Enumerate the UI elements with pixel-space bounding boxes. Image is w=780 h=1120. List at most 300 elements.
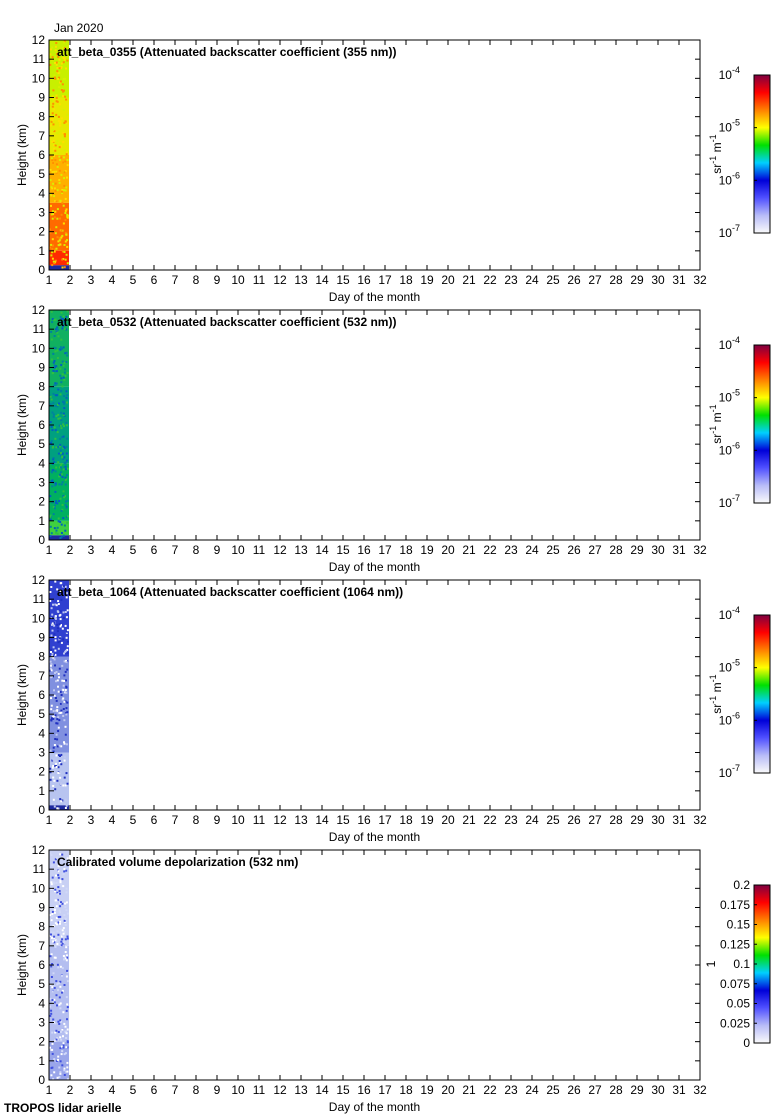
data-speckle xyxy=(66,474,68,476)
data-speckle xyxy=(54,889,56,891)
data-speckle xyxy=(60,941,62,943)
data-speckle xyxy=(63,719,65,721)
data-speckle xyxy=(66,901,68,903)
x-tick-label: 2 xyxy=(66,1083,74,1097)
data-speckle xyxy=(58,916,60,918)
x-tick-label: 2 xyxy=(66,273,74,287)
x-tick-label: 31 xyxy=(672,1083,686,1097)
y-tick-label: 4 xyxy=(38,456,45,471)
data-speckle xyxy=(54,507,56,509)
y-tick-label: 7 xyxy=(38,938,45,953)
data-speckle xyxy=(55,384,57,386)
data-speckle xyxy=(67,652,69,654)
footer-label: TROPOS lidar arielle xyxy=(4,1101,122,1115)
y-tick-label: 2 xyxy=(38,224,45,239)
data-speckle xyxy=(62,141,64,143)
colorbar-tick-label: 0 xyxy=(743,1036,750,1050)
data-speckle xyxy=(56,143,58,145)
data-speckle xyxy=(54,159,56,161)
data-speckle xyxy=(66,424,68,426)
data-speckle xyxy=(64,135,66,137)
data-speckle xyxy=(66,707,68,709)
data-speckle xyxy=(53,123,55,125)
x-tick-label: 6 xyxy=(150,813,158,827)
data-speckle xyxy=(55,467,57,469)
data-speckle xyxy=(60,800,62,802)
data-speckle xyxy=(53,883,55,885)
data-speckle xyxy=(63,395,65,397)
panel-title: att_beta_0355 (Attenuated backscatter coefficient (355 nm)) xyxy=(57,45,397,59)
data-speckle xyxy=(57,874,59,876)
data-speckle xyxy=(51,1032,53,1034)
data-speckle xyxy=(62,689,64,691)
data-speckle xyxy=(65,924,67,926)
data-speckle xyxy=(58,153,60,155)
data-speckle xyxy=(60,346,62,348)
data-speckle xyxy=(67,515,69,517)
data-speckle xyxy=(67,159,69,161)
data-speckle xyxy=(64,756,66,758)
data-speckle xyxy=(61,878,63,880)
data-speckle xyxy=(59,521,61,523)
x-tick-label: 31 xyxy=(672,813,686,827)
data-speckle xyxy=(63,377,65,379)
data-speckle xyxy=(64,525,66,527)
data-speckle xyxy=(66,888,68,890)
data-speckle xyxy=(62,638,64,640)
data-speckle xyxy=(67,938,69,940)
data-speckle xyxy=(50,934,52,936)
y-tick-label: 6 xyxy=(38,148,45,162)
x-tick-label: 3 xyxy=(87,1083,95,1097)
colorbar-tick-label: $10^{-5}$ xyxy=(718,387,740,405)
data-speckle xyxy=(61,1064,63,1066)
data-speckle xyxy=(54,367,56,369)
data-speckle xyxy=(57,716,59,718)
data-speckle xyxy=(60,393,62,395)
data-speckle xyxy=(50,931,52,933)
x-tick-label: 23 xyxy=(504,543,518,557)
x-tick-label: 8 xyxy=(192,813,200,827)
data-speckle xyxy=(63,870,65,872)
data-speckle xyxy=(66,959,68,961)
data-speckle xyxy=(66,390,68,392)
data-speckle xyxy=(55,171,57,173)
unit-part: -1 xyxy=(708,404,718,413)
data-speckle xyxy=(66,954,68,956)
data-speckle xyxy=(52,402,54,404)
data-speckle xyxy=(62,469,64,471)
data-speckle xyxy=(55,532,57,534)
data-speckle xyxy=(52,1019,54,1021)
x-tick-label: 23 xyxy=(504,1083,518,1097)
data-speckle xyxy=(66,772,68,774)
x-tick-label: 19 xyxy=(420,813,434,827)
data-speckle xyxy=(51,213,53,215)
data-speckle xyxy=(57,189,59,191)
data-speckle xyxy=(64,149,66,151)
data-speckle xyxy=(56,95,58,97)
data-speckle xyxy=(53,710,55,712)
data-speckle xyxy=(58,120,60,122)
data-speckle xyxy=(59,200,61,202)
data-speckle xyxy=(58,518,60,520)
data-speckle xyxy=(59,438,61,440)
data-speckle xyxy=(60,901,62,903)
data-speckle xyxy=(52,653,54,655)
data-speckle xyxy=(63,680,65,682)
colorbar-tick-label: $10^{-4}$ xyxy=(718,65,740,82)
data-speckle xyxy=(55,980,57,982)
data-speckle xyxy=(63,955,65,957)
data-speckle xyxy=(52,245,54,247)
data-speckle xyxy=(53,262,55,264)
data-speckle xyxy=(60,450,62,452)
data-speckle xyxy=(54,806,56,808)
x-tick-label: 9 xyxy=(213,1083,221,1097)
data-speckle xyxy=(65,689,67,691)
data-speckle xyxy=(62,967,64,969)
data-speckle xyxy=(67,310,69,312)
data-speckle xyxy=(66,970,68,972)
data-speckle xyxy=(65,1046,67,1048)
data-speckle xyxy=(58,691,60,693)
data-speckle xyxy=(54,658,56,660)
data-speckle xyxy=(65,375,67,377)
x-tick-label: 32 xyxy=(693,813,707,827)
date-label: Jan 2020 xyxy=(54,21,104,35)
x-tick-label: 26 xyxy=(567,1083,581,1097)
data-speckle xyxy=(50,649,52,651)
data-speckle xyxy=(62,885,64,887)
x-tick-label: 6 xyxy=(150,1083,158,1097)
data-speckle xyxy=(65,671,67,673)
data-speckle xyxy=(50,586,52,588)
data-band xyxy=(49,535,69,540)
data-speckle xyxy=(57,1021,59,1023)
colorbar-unit-label xyxy=(708,404,724,443)
data-speckle xyxy=(59,890,61,892)
data-speckle xyxy=(66,239,68,241)
x-tick-label: 4 xyxy=(108,1083,116,1097)
x-tick-label: 5 xyxy=(129,543,137,557)
data-speckle xyxy=(57,630,59,632)
data-speckle xyxy=(53,513,55,515)
data-speckle xyxy=(59,182,61,184)
data-speckle xyxy=(57,610,59,612)
colorbar-tick-label: $10^{-7}$ xyxy=(718,763,740,780)
data-speckle xyxy=(56,917,58,919)
data-speckle xyxy=(59,893,61,895)
data-speckle xyxy=(63,1023,65,1025)
data-speckle xyxy=(50,663,52,665)
data-speckle xyxy=(53,625,55,627)
x-tick-label: 15 xyxy=(336,273,350,287)
data-speckle xyxy=(53,195,55,197)
data-speckle xyxy=(51,251,53,253)
data-speckle xyxy=(60,229,62,231)
data-speckle xyxy=(55,500,57,502)
data-speckle xyxy=(54,360,56,362)
data-speckle xyxy=(63,936,65,938)
x-tick-label: 5 xyxy=(129,273,137,287)
plot-area xyxy=(49,580,700,810)
data-speckle xyxy=(58,1004,60,1006)
data-speckle xyxy=(55,482,57,484)
data-speckle xyxy=(66,669,68,671)
x-tick-label: 17 xyxy=(378,813,392,827)
data-speckle xyxy=(66,153,68,155)
y-tick-label: 2 xyxy=(38,764,45,779)
data-speckle xyxy=(52,604,54,606)
data-speckle xyxy=(64,803,66,805)
x-tick-label: 25 xyxy=(546,813,560,827)
data-speckle xyxy=(61,456,63,458)
data-speckle xyxy=(51,1067,53,1069)
data-speckle xyxy=(56,899,58,901)
data-speckle xyxy=(52,152,54,154)
x-tick-label: 11 xyxy=(252,813,266,827)
data-speckle xyxy=(52,89,54,91)
data-speckle xyxy=(57,78,59,80)
data-speckle xyxy=(57,870,59,872)
data-speckle xyxy=(57,67,59,69)
data-speckle xyxy=(60,174,62,176)
data-speckle xyxy=(61,63,63,65)
data-speckle xyxy=(60,1060,62,1062)
data-speckle xyxy=(56,97,58,99)
data-speckle xyxy=(50,1074,52,1076)
data-speckle xyxy=(53,646,55,648)
data-speckle xyxy=(65,1031,67,1033)
x-tick-label: 19 xyxy=(420,1083,434,1097)
colorbar xyxy=(754,615,770,773)
data-speckle xyxy=(54,617,56,619)
x-tick-label: 1 xyxy=(45,273,53,287)
data-speckle xyxy=(59,1007,61,1009)
data-speckle xyxy=(50,195,52,197)
data-speckle xyxy=(64,59,66,61)
data-speckle xyxy=(63,42,65,44)
data-speckle xyxy=(58,116,60,118)
data-speckle xyxy=(52,103,54,105)
x-tick-label: 13 xyxy=(294,813,308,827)
data-speckle xyxy=(61,992,63,994)
data-speckle xyxy=(66,1003,68,1005)
data-speckle xyxy=(63,708,65,710)
data-speckle xyxy=(61,510,63,512)
data-speckle xyxy=(66,661,68,663)
data-speckle xyxy=(55,429,57,431)
data-speckle xyxy=(58,1076,60,1078)
colorbar-unit-label xyxy=(708,134,724,173)
data-speckle xyxy=(63,403,65,405)
colorbar-tick-label: 0.025 xyxy=(719,1016,750,1031)
data-speckle xyxy=(64,530,66,532)
panel-title: Calibrated volume depolarization (532 nm) xyxy=(57,855,299,869)
data-speckle xyxy=(50,1010,52,1012)
y-tick-label: 5 xyxy=(38,707,45,722)
data-speckle xyxy=(66,522,68,524)
data-speckle xyxy=(49,852,51,854)
data-speckle xyxy=(57,140,59,142)
x-tick-label: 2 xyxy=(66,813,74,827)
x-tick-label: 24 xyxy=(525,1083,539,1097)
data-speckle xyxy=(60,339,62,341)
y-tick-label: 8 xyxy=(38,649,45,664)
data-speckle xyxy=(60,618,62,620)
data-speckle xyxy=(61,427,63,429)
data-speckle xyxy=(67,372,69,374)
data-speckle xyxy=(55,714,57,716)
data-speckle xyxy=(67,1071,69,1073)
y-tick-label: 12 xyxy=(31,843,45,857)
data-speckle xyxy=(57,989,59,991)
y-axis-label: Height (km) xyxy=(15,663,29,727)
data-speckle xyxy=(55,875,57,877)
data-speckle xyxy=(63,611,65,613)
data-speckle xyxy=(66,996,68,998)
data-speckle xyxy=(61,680,63,682)
data-speckle xyxy=(57,1059,59,1061)
data-speckle xyxy=(66,1066,68,1068)
x-tick-label: 22 xyxy=(483,543,497,557)
data-speckle xyxy=(64,1053,66,1055)
x-tick-label: 20 xyxy=(441,273,455,287)
data-speckle xyxy=(57,101,59,103)
colorbar-tick-label: $10^{-4}$ xyxy=(718,605,740,622)
data-speckle xyxy=(53,1071,55,1073)
data-speckle xyxy=(53,772,55,774)
data-speckle xyxy=(54,77,56,79)
data-speckle xyxy=(58,603,60,605)
data-speckle xyxy=(54,744,56,746)
data-speckle xyxy=(65,477,67,479)
data-speckle xyxy=(66,402,68,404)
x-tick-label: 29 xyxy=(630,273,644,287)
data-speckle xyxy=(63,685,65,687)
data-speckle xyxy=(52,370,54,372)
data-speckle xyxy=(64,161,66,163)
x-tick-label: 28 xyxy=(609,813,623,827)
data-speckle xyxy=(63,436,65,438)
data-speckle xyxy=(63,535,65,537)
data-speckle xyxy=(56,780,58,782)
data-speckle xyxy=(63,205,65,207)
data-speckle xyxy=(66,438,68,440)
data-speckle xyxy=(52,162,54,164)
data-speckle xyxy=(53,148,55,150)
y-tick-label: 0 xyxy=(38,533,45,547)
data-speckle xyxy=(65,466,67,468)
y-axis-label: Height (km) xyxy=(15,933,29,997)
data-speckle xyxy=(50,396,52,398)
data-speckle xyxy=(57,329,59,331)
y-tick-label: 4 xyxy=(38,726,45,741)
data-speckle xyxy=(60,465,62,467)
data-speckle xyxy=(54,350,56,352)
x-tick-label: 29 xyxy=(630,813,644,827)
data-speckle xyxy=(65,938,67,940)
y-tick-label: 0 xyxy=(38,1073,45,1087)
x-tick-label: 14 xyxy=(315,543,329,557)
data-speckle xyxy=(56,218,58,220)
x-tick-label: 5 xyxy=(129,1083,137,1097)
data-speckle xyxy=(58,727,60,729)
data-speckle xyxy=(66,891,68,893)
x-tick-label: 20 xyxy=(441,1083,455,1097)
data-speckle xyxy=(63,156,65,158)
x-tick-label: 31 xyxy=(672,273,686,287)
data-speckle xyxy=(51,359,53,361)
data-speckle xyxy=(65,259,67,261)
data-speckle xyxy=(63,61,65,63)
x-tick-label: 30 xyxy=(651,813,665,827)
colorbar-tick-label: 0.2 xyxy=(733,878,750,892)
data-speckle xyxy=(52,911,54,913)
data-speckle xyxy=(49,53,51,55)
data-speckle xyxy=(51,159,53,161)
x-tick-label: 4 xyxy=(108,543,116,557)
data-speckle xyxy=(53,861,55,863)
y-tick-label: 2 xyxy=(38,494,45,509)
x-tick-label: 5 xyxy=(129,813,137,827)
x-tick-label: 21 xyxy=(462,273,476,287)
data-speckle xyxy=(58,1067,60,1069)
x-tick-label: 21 xyxy=(462,543,476,557)
data-speckle xyxy=(51,883,53,885)
data-speckle xyxy=(66,1062,68,1064)
data-speckle xyxy=(54,527,56,529)
data-speckle xyxy=(64,1068,66,1070)
data-speckle xyxy=(53,414,55,416)
data-speckle xyxy=(65,951,67,953)
data-speckle xyxy=(60,377,62,379)
colorbar xyxy=(754,75,770,233)
data-speckle xyxy=(64,944,66,946)
data-speckle xyxy=(53,393,55,395)
data-speckle xyxy=(61,1050,63,1052)
data-speckle xyxy=(53,171,55,173)
data-speckle xyxy=(62,386,64,388)
data-speckle xyxy=(51,669,53,671)
data-speckle xyxy=(66,177,68,179)
x-tick-label: 28 xyxy=(609,273,623,287)
data-speckle xyxy=(63,933,65,935)
y-tick-label: 8 xyxy=(38,379,45,394)
x-tick-label: 28 xyxy=(609,1083,623,1097)
data-speckle xyxy=(59,368,61,370)
data-speckle xyxy=(60,763,62,765)
x-tick-label: 7 xyxy=(171,273,179,287)
y-tick-label: 12 xyxy=(31,573,45,587)
x-tick-label: 31 xyxy=(672,543,686,557)
data-speckle xyxy=(56,248,58,250)
data-speckle xyxy=(64,984,66,986)
data-speckle xyxy=(67,936,69,938)
data-speckle xyxy=(50,169,52,171)
data-speckle xyxy=(50,118,52,120)
x-tick-label: 23 xyxy=(504,273,518,287)
data-speckle xyxy=(56,700,58,702)
data-speckle xyxy=(64,96,66,98)
data-speckle xyxy=(53,319,55,321)
y-tick-label: 10 xyxy=(31,611,45,626)
data-speckle xyxy=(51,976,53,978)
data-speckle xyxy=(60,691,62,693)
y-tick-label: 1 xyxy=(38,513,45,528)
x-tick-label: 2 xyxy=(66,543,74,557)
